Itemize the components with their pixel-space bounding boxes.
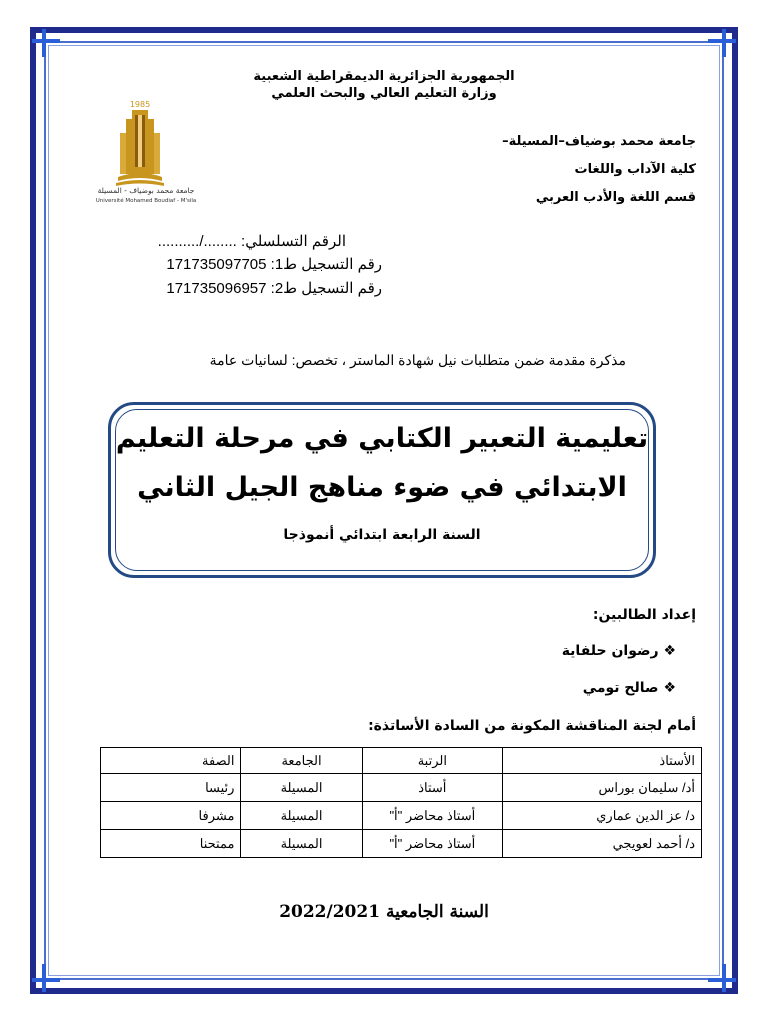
- logo-name-french: Université Mohamed Boudiaf - M'sila: [95, 198, 197, 204]
- table-header-row: [101, 748, 702, 774]
- cell-role: رئيسا: [101, 774, 241, 802]
- corner-ornament-top-right: [708, 29, 736, 57]
- table-row: [101, 830, 702, 858]
- cell-professor: أد/ سليمان بوراس: [503, 774, 702, 802]
- university-logo: [86, 97, 206, 209]
- cell-university: المسيلة: [241, 802, 362, 830]
- header-role: الصفة: [101, 748, 241, 774]
- department-name: قسم اللغة والأدب العربي: [535, 190, 696, 205]
- cell-rank: أستاذ: [362, 774, 502, 802]
- students-heading: إعداد الطالبين:: [592, 607, 696, 623]
- bullet-icon: ❖: [663, 680, 676, 696]
- registration-student-1: رقم التسجيل ط1: 171735097705: [166, 256, 382, 273]
- university-name: جامعة محمد بوضياف–المسيلة–: [502, 134, 696, 149]
- table-row: [101, 802, 702, 830]
- student-item: [583, 680, 676, 696]
- header-university: الجامعة: [241, 748, 362, 774]
- student-name: رضوان حلفاية: [561, 643, 659, 659]
- student-name: صالح تومي: [582, 680, 659, 696]
- logo-name-arabic: جامعة محمد بوضياف - المسيلة: [97, 186, 195, 195]
- corner-ornament-bottom-right: [708, 964, 736, 992]
- thesis-title-line-1: تعليمية التعبير الكتابي في مرحلة التعليم: [115, 423, 649, 454]
- logo-year: 1985: [129, 100, 151, 109]
- cell-university: المسيلة: [241, 774, 362, 802]
- faculty-name: كلية الآداب واللغات: [574, 162, 696, 177]
- header-professor: الأستاذ: [503, 748, 702, 774]
- cell-rank: أستاذ محاضر "أ": [362, 802, 502, 830]
- academic-year: السنة الجامعية 2022/2021: [279, 902, 489, 922]
- thesis-title-line-2: الابتدائي في ضوء مناهج الجيل الثاني: [137, 472, 627, 503]
- bullet-icon: ❖: [663, 643, 676, 659]
- cell-professor: د/ أحمد لعويجي: [503, 830, 702, 858]
- cell-role: ممتحنا: [101, 830, 241, 858]
- corner-ornament-bottom-left: [32, 964, 60, 992]
- republic-title: الجمهورية الجزائرية الديمقراطية الشعبية: [253, 69, 515, 84]
- committee-table: [100, 747, 702, 858]
- ministry-title: وزارة التعليم العالي والبحث العلمي: [271, 86, 497, 101]
- thesis-subtitle: السنة الرابعة ابتدائي أنموذجا: [283, 527, 481, 543]
- cell-university: المسيلة: [241, 830, 362, 858]
- student-item: [562, 643, 676, 659]
- registration-student-2: رقم التسجيل ط2: 171735096957: [166, 280, 382, 297]
- cell-rank: أستاذ محاضر "أ": [362, 830, 502, 858]
- header-rank: الرتبة: [362, 748, 502, 774]
- cell-role: مشرفا: [101, 802, 241, 830]
- cell-professor: د/ عز الدين عماري: [503, 802, 702, 830]
- institution-block: [502, 128, 696, 212]
- table-row: [101, 774, 702, 802]
- committee-heading: أمام لجنة المناقشة المكونة من السادة الأساتذة:: [368, 718, 696, 734]
- corner-ornament-top-left: [32, 29, 60, 57]
- serial-number: الرقم التسلسلي: ......../..........: [157, 233, 346, 250]
- memo-description: مذكرة مقدمة ضمن متطلبات نيل شهادة الماستر ، تخصص: لسانيات عامة: [209, 352, 626, 368]
